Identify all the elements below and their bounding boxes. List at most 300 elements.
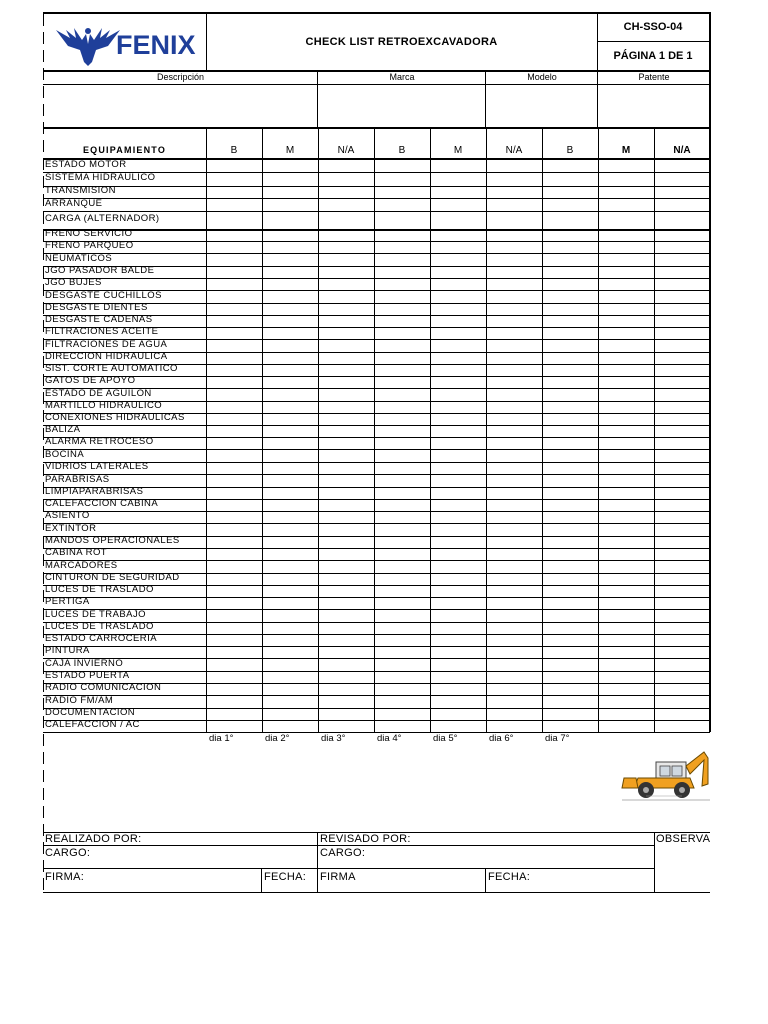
checklist-cell[interactable]: [543, 696, 597, 707]
checklist-cell[interactable]: [543, 173, 597, 185]
checklist-cell[interactable]: [487, 721, 541, 731]
checklist-cell[interactable]: [207, 647, 261, 657]
checklist-cell[interactable]: [375, 160, 429, 171]
checklist-cell[interactable]: [375, 279, 429, 289]
checklist-cell[interactable]: [487, 328, 541, 338]
checklist-cell[interactable]: [543, 353, 597, 363]
checklist-cell[interactable]: [319, 173, 373, 185]
checklist-cell[interactable]: [431, 212, 485, 228]
checklist-cell[interactable]: [487, 610, 541, 621]
checklist-cell[interactable]: [431, 389, 485, 400]
checklist-cell[interactable]: [263, 365, 317, 375]
checklist-cell[interactable]: [207, 389, 261, 400]
checklist-cell[interactable]: [375, 709, 429, 719]
checklist-cell[interactable]: [375, 438, 429, 448]
checklist-cell[interactable]: [599, 450, 653, 461]
checklist-cell[interactable]: [543, 500, 597, 510]
checklist-cell[interactable]: [543, 160, 597, 171]
brand-field[interactable]: [320, 86, 484, 126]
checklist-cell[interactable]: [375, 304, 429, 314]
checklist-cell[interactable]: [599, 696, 653, 707]
checklist-cell[interactable]: [263, 267, 317, 277]
checklist-cell[interactable]: [207, 561, 261, 572]
checklist-cell[interactable]: [599, 212, 653, 228]
checklist-cell[interactable]: [655, 549, 709, 559]
checklist-cell[interactable]: [375, 598, 429, 608]
checklist-cell[interactable]: [207, 353, 261, 363]
checklist-cell[interactable]: [599, 160, 653, 171]
checklist-cell[interactable]: [263, 635, 317, 645]
checklist-cell[interactable]: [263, 414, 317, 424]
checklist-cell[interactable]: [263, 709, 317, 719]
checklist-cell[interactable]: [543, 414, 597, 424]
checklist-cell[interactable]: [431, 647, 485, 657]
checklist-cell[interactable]: [207, 365, 261, 375]
checklist-cell[interactable]: [207, 524, 261, 535]
checklist-cell[interactable]: [487, 291, 541, 302]
checklist-cell[interactable]: [599, 463, 653, 473]
checklist-cell[interactable]: [543, 254, 597, 265]
checklist-cell[interactable]: [543, 574, 597, 584]
checklist-cell[interactable]: [543, 659, 597, 670]
checklist-cell[interactable]: [263, 721, 317, 731]
checklist-cell[interactable]: [375, 230, 429, 240]
checklist-cell[interactable]: [431, 160, 485, 171]
checklist-cell[interactable]: [543, 267, 597, 277]
checklist-cell[interactable]: [319, 623, 373, 633]
checklist-cell[interactable]: [319, 475, 373, 486]
checklist-cell[interactable]: [655, 230, 709, 240]
checklist-cell[interactable]: [655, 450, 709, 461]
checklist-cell[interactable]: [319, 291, 373, 302]
checklist-cell[interactable]: [431, 279, 485, 289]
checklist-cell[interactable]: [207, 696, 261, 707]
checklist-cell[interactable]: [319, 537, 373, 547]
checklist-cell[interactable]: [655, 328, 709, 338]
checklist-cell[interactable]: [543, 524, 597, 535]
checklist-cell[interactable]: [319, 500, 373, 510]
checklist-cell[interactable]: [487, 212, 541, 228]
checklist-cell[interactable]: [431, 340, 485, 351]
plate-field[interactable]: [600, 86, 708, 126]
checklist-cell[interactable]: [263, 696, 317, 707]
checklist-cell[interactable]: [207, 586, 261, 596]
checklist-cell[interactable]: [543, 389, 597, 400]
checklist-cell[interactable]: [655, 561, 709, 572]
checklist-cell[interactable]: [431, 598, 485, 608]
checklist-cell[interactable]: [207, 267, 261, 277]
checklist-cell[interactable]: [375, 426, 429, 436]
checklist-cell[interactable]: [487, 304, 541, 314]
checklist-cell[interactable]: [319, 549, 373, 559]
checklist-cell[interactable]: [207, 598, 261, 608]
checklist-cell[interactable]: [319, 365, 373, 375]
checklist-cell[interactable]: [207, 475, 261, 486]
checklist-cell[interactable]: [487, 267, 541, 277]
checklist-cell[interactable]: [543, 199, 597, 210]
checklist-cell[interactable]: [319, 635, 373, 645]
checklist-cell[interactable]: [319, 199, 373, 210]
checklist-cell[interactable]: [263, 328, 317, 338]
checklist-cell[interactable]: [487, 623, 541, 633]
checklist-cell[interactable]: [319, 684, 373, 694]
checklist-cell[interactable]: [543, 230, 597, 240]
checklist-cell[interactable]: [263, 598, 317, 608]
checklist-cell[interactable]: [431, 561, 485, 572]
checklist-cell[interactable]: [263, 377, 317, 387]
checklist-cell[interactable]: [655, 340, 709, 351]
checklist-cell[interactable]: [655, 659, 709, 670]
checklist-cell[interactable]: [543, 402, 597, 412]
checklist-cell[interactable]: [599, 610, 653, 621]
checklist-cell[interactable]: [263, 500, 317, 510]
checklist-cell[interactable]: [487, 586, 541, 596]
checklist-cell[interactable]: [431, 586, 485, 596]
checklist-cell[interactable]: [655, 672, 709, 682]
checklist-cell[interactable]: [543, 377, 597, 387]
checklist-cell[interactable]: [319, 438, 373, 448]
checklist-cell[interactable]: [431, 365, 485, 375]
checklist-cell[interactable]: [319, 647, 373, 657]
checklist-cell[interactable]: [263, 647, 317, 657]
checklist-cell[interactable]: [543, 598, 597, 608]
checklist-cell[interactable]: [319, 696, 373, 707]
checklist-cell[interactable]: [543, 426, 597, 436]
checklist-cell[interactable]: [487, 635, 541, 645]
checklist-cell[interactable]: [599, 291, 653, 302]
checklist-cell[interactable]: [599, 304, 653, 314]
checklist-cell[interactable]: [543, 242, 597, 252]
checklist-cell[interactable]: [487, 647, 541, 657]
checklist-cell[interactable]: [655, 512, 709, 522]
checklist-cell[interactable]: [207, 160, 261, 171]
checklist-cell[interactable]: [487, 524, 541, 535]
checklist-cell[interactable]: [543, 709, 597, 719]
checklist-cell[interactable]: [375, 659, 429, 670]
checklist-cell[interactable]: [375, 647, 429, 657]
checklist-cell[interactable]: [263, 438, 317, 448]
checklist-cell[interactable]: [263, 574, 317, 584]
checklist-cell[interactable]: [543, 537, 597, 547]
checklist-cell[interactable]: [263, 684, 317, 694]
checklist-cell[interactable]: [263, 340, 317, 351]
checklist-cell[interactable]: [375, 365, 429, 375]
checklist-cell[interactable]: [487, 500, 541, 510]
checklist-cell[interactable]: [375, 267, 429, 277]
checklist-cell[interactable]: [263, 199, 317, 210]
checklist-cell[interactable]: [487, 254, 541, 265]
checklist-cell[interactable]: [207, 438, 261, 448]
checklist-cell[interactable]: [207, 426, 261, 436]
checklist-cell[interactable]: [543, 561, 597, 572]
checklist-cell[interactable]: [655, 574, 709, 584]
checklist-cell[interactable]: [599, 561, 653, 572]
checklist-cell[interactable]: [263, 254, 317, 265]
checklist-cell[interactable]: [599, 524, 653, 535]
checklist-cell[interactable]: [655, 377, 709, 387]
checklist-cell[interactable]: [487, 230, 541, 240]
checklist-cell[interactable]: [263, 304, 317, 314]
checklist-cell[interactable]: [319, 598, 373, 608]
checklist-cell[interactable]: [375, 463, 429, 473]
checklist-cell[interactable]: [319, 463, 373, 473]
checklist-cell[interactable]: [487, 377, 541, 387]
checklist-cell[interactable]: [319, 426, 373, 436]
checklist-cell[interactable]: [487, 598, 541, 608]
checklist-cell[interactable]: [599, 598, 653, 608]
checklist-cell[interactable]: [655, 304, 709, 314]
checklist-cell[interactable]: [207, 304, 261, 314]
checklist-cell[interactable]: [375, 242, 429, 252]
checklist-cell[interactable]: [543, 512, 597, 522]
checklist-cell[interactable]: [207, 377, 261, 387]
checklist-cell[interactable]: [319, 316, 373, 326]
checklist-cell[interactable]: [487, 279, 541, 289]
checklist-cell[interactable]: [263, 659, 317, 670]
checklist-cell[interactable]: [655, 242, 709, 252]
checklist-cell[interactable]: [599, 328, 653, 338]
checklist-cell[interactable]: [319, 414, 373, 424]
checklist-cell[interactable]: [207, 623, 261, 633]
checklist-cell[interactable]: [431, 304, 485, 314]
checklist-cell[interactable]: [207, 463, 261, 473]
checklist-cell[interactable]: [487, 389, 541, 400]
checklist-cell[interactable]: [431, 696, 485, 707]
checklist-cell[interactable]: [487, 402, 541, 412]
checklist-cell[interactable]: [543, 438, 597, 448]
checklist-cell[interactable]: [655, 365, 709, 375]
checklist-cell[interactable]: [319, 304, 373, 314]
checklist-cell[interactable]: [599, 377, 653, 387]
checklist-cell[interactable]: [599, 426, 653, 436]
checklist-cell[interactable]: [487, 199, 541, 210]
checklist-cell[interactable]: [599, 242, 653, 252]
checklist-cell[interactable]: [543, 647, 597, 657]
checklist-cell[interactable]: [599, 389, 653, 400]
checklist-cell[interactable]: [655, 635, 709, 645]
checklist-cell[interactable]: [319, 353, 373, 363]
checklist-cell[interactable]: [319, 561, 373, 572]
checklist-cell[interactable]: [207, 199, 261, 210]
checklist-cell[interactable]: [375, 512, 429, 522]
checklist-cell[interactable]: [487, 561, 541, 572]
checklist-cell[interactable]: [543, 475, 597, 486]
checklist-cell[interactable]: [375, 610, 429, 621]
checklist-cell[interactable]: [655, 610, 709, 621]
checklist-cell[interactable]: [431, 426, 485, 436]
checklist-cell[interactable]: [375, 524, 429, 535]
checklist-cell[interactable]: [487, 475, 541, 486]
checklist-cell[interactable]: [375, 623, 429, 633]
checklist-cell[interactable]: [375, 291, 429, 302]
checklist-cell[interactable]: [543, 721, 597, 731]
checklist-cell[interactable]: [655, 254, 709, 265]
checklist-cell[interactable]: [599, 586, 653, 596]
checklist-cell[interactable]: [207, 187, 261, 197]
checklist-cell[interactable]: [263, 402, 317, 412]
checklist-cell[interactable]: [655, 586, 709, 596]
checklist-cell[interactable]: [431, 488, 485, 498]
checklist-cell[interactable]: [375, 475, 429, 486]
checklist-cell[interactable]: [207, 414, 261, 424]
checklist-cell[interactable]: [263, 187, 317, 197]
checklist-cell[interactable]: [207, 721, 261, 731]
checklist-cell[interactable]: [599, 721, 653, 731]
checklist-cell[interactable]: [431, 199, 485, 210]
checklist-cell[interactable]: [487, 574, 541, 584]
checklist-cell[interactable]: [431, 316, 485, 326]
checklist-cell[interactable]: [431, 709, 485, 719]
checklist-cell[interactable]: [431, 230, 485, 240]
checklist-cell[interactable]: [599, 672, 653, 682]
checklist-cell[interactable]: [543, 450, 597, 461]
checklist-cell[interactable]: [319, 709, 373, 719]
checklist-cell[interactable]: [543, 684, 597, 694]
checklist-cell[interactable]: [543, 365, 597, 375]
checklist-cell[interactable]: [543, 279, 597, 289]
checklist-cell[interactable]: [263, 426, 317, 436]
checklist-cell[interactable]: [599, 402, 653, 412]
checklist-cell[interactable]: [431, 524, 485, 535]
checklist-cell[interactable]: [319, 586, 373, 596]
checklist-cell[interactable]: [599, 173, 653, 185]
checklist-cell[interactable]: [263, 279, 317, 289]
checklist-cell[interactable]: [431, 623, 485, 633]
checklist-cell[interactable]: [599, 230, 653, 240]
checklist-cell[interactable]: [431, 187, 485, 197]
checklist-cell[interactable]: [319, 328, 373, 338]
checklist-cell[interactable]: [431, 402, 485, 412]
checklist-cell[interactable]: [599, 659, 653, 670]
checklist-cell[interactable]: [319, 254, 373, 265]
checklist-cell[interactable]: [319, 160, 373, 171]
checklist-cell[interactable]: [599, 500, 653, 510]
checklist-cell[interactable]: [263, 561, 317, 572]
checklist-cell[interactable]: [263, 173, 317, 185]
checklist-cell[interactable]: [207, 450, 261, 461]
checklist-cell[interactable]: [207, 254, 261, 265]
checklist-cell[interactable]: [319, 488, 373, 498]
checklist-cell[interactable]: [319, 672, 373, 682]
checklist-cell[interactable]: [599, 365, 653, 375]
checklist-cell[interactable]: [431, 684, 485, 694]
checklist-cell[interactable]: [431, 549, 485, 559]
checklist-cell[interactable]: [207, 328, 261, 338]
checklist-cell[interactable]: [207, 340, 261, 351]
checklist-cell[interactable]: [375, 500, 429, 510]
checklist-cell[interactable]: [207, 212, 261, 228]
checklist-cell[interactable]: [319, 242, 373, 252]
checklist-cell[interactable]: [431, 672, 485, 682]
checklist-cell[interactable]: [487, 173, 541, 185]
checklist-cell[interactable]: [207, 635, 261, 645]
checklist-cell[interactable]: [375, 450, 429, 461]
checklist-cell[interactable]: [487, 438, 541, 448]
checklist-cell[interactable]: [487, 463, 541, 473]
checklist-cell[interactable]: [263, 488, 317, 498]
checklist-cell[interactable]: [375, 212, 429, 228]
checklist-cell[interactable]: [207, 610, 261, 621]
checklist-cell[interactable]: [431, 537, 485, 547]
checklist-cell[interactable]: [655, 537, 709, 547]
checklist-cell[interactable]: [319, 279, 373, 289]
checklist-cell[interactable]: [655, 647, 709, 657]
checklist-cell[interactable]: [207, 709, 261, 719]
checklist-cell[interactable]: [487, 450, 541, 461]
checklist-cell[interactable]: [263, 160, 317, 171]
checklist-cell[interactable]: [207, 291, 261, 302]
checklist-cell[interactable]: [655, 199, 709, 210]
checklist-cell[interactable]: [655, 524, 709, 535]
checklist-cell[interactable]: [431, 414, 485, 424]
checklist-cell[interactable]: [207, 173, 261, 185]
checklist-cell[interactable]: [599, 684, 653, 694]
checklist-cell[interactable]: [431, 438, 485, 448]
checklist-cell[interactable]: [263, 450, 317, 461]
checklist-cell[interactable]: [487, 414, 541, 424]
checklist-cell[interactable]: [543, 672, 597, 682]
checklist-cell[interactable]: [263, 475, 317, 486]
checklist-cell[interactable]: [375, 254, 429, 265]
checklist-cell[interactable]: [263, 291, 317, 302]
checklist-cell[interactable]: [375, 586, 429, 596]
checklist-cell[interactable]: [375, 696, 429, 707]
checklist-cell[interactable]: [375, 353, 429, 363]
checklist-cell[interactable]: [431, 267, 485, 277]
checklist-cell[interactable]: [263, 389, 317, 400]
checklist-cell[interactable]: [655, 160, 709, 171]
checklist-cell[interactable]: [487, 316, 541, 326]
checklist-cell[interactable]: [263, 586, 317, 596]
checklist-cell[interactable]: [263, 242, 317, 252]
checklist-cell[interactable]: [319, 659, 373, 670]
checklist-cell[interactable]: [431, 353, 485, 363]
checklist-cell[interactable]: [263, 524, 317, 535]
checklist-cell[interactable]: [263, 623, 317, 633]
checklist-cell[interactable]: [543, 291, 597, 302]
checklist-cell[interactable]: [599, 438, 653, 448]
checklist-cell[interactable]: [207, 279, 261, 289]
checklist-cell[interactable]: [431, 328, 485, 338]
checklist-cell[interactable]: [263, 512, 317, 522]
checklist-cell[interactable]: [599, 353, 653, 363]
checklist-cell[interactable]: [655, 291, 709, 302]
checklist-cell[interactable]: [375, 340, 429, 351]
checklist-cell[interactable]: [375, 414, 429, 424]
checklist-cell[interactable]: [543, 212, 597, 228]
checklist-cell[interactable]: [655, 598, 709, 608]
checklist-cell[interactable]: [431, 463, 485, 473]
checklist-cell[interactable]: [655, 187, 709, 197]
checklist-cell[interactable]: [655, 353, 709, 363]
checklist-cell[interactable]: [487, 187, 541, 197]
checklist-cell[interactable]: [431, 242, 485, 252]
checklist-cell[interactable]: [375, 684, 429, 694]
checklist-cell[interactable]: [375, 672, 429, 682]
checklist-cell[interactable]: [655, 684, 709, 694]
checklist-cell[interactable]: [543, 304, 597, 314]
checklist-cell[interactable]: [431, 291, 485, 302]
checklist-cell[interactable]: [207, 537, 261, 547]
checklist-cell[interactable]: [543, 340, 597, 351]
checklist-cell[interactable]: [655, 500, 709, 510]
checklist-cell[interactable]: [599, 414, 653, 424]
checklist-cell[interactable]: [487, 426, 541, 436]
checklist-cell[interactable]: [487, 488, 541, 498]
checklist-cell[interactable]: [655, 696, 709, 707]
checklist-cell[interactable]: [655, 463, 709, 473]
checklist-cell[interactable]: [543, 610, 597, 621]
